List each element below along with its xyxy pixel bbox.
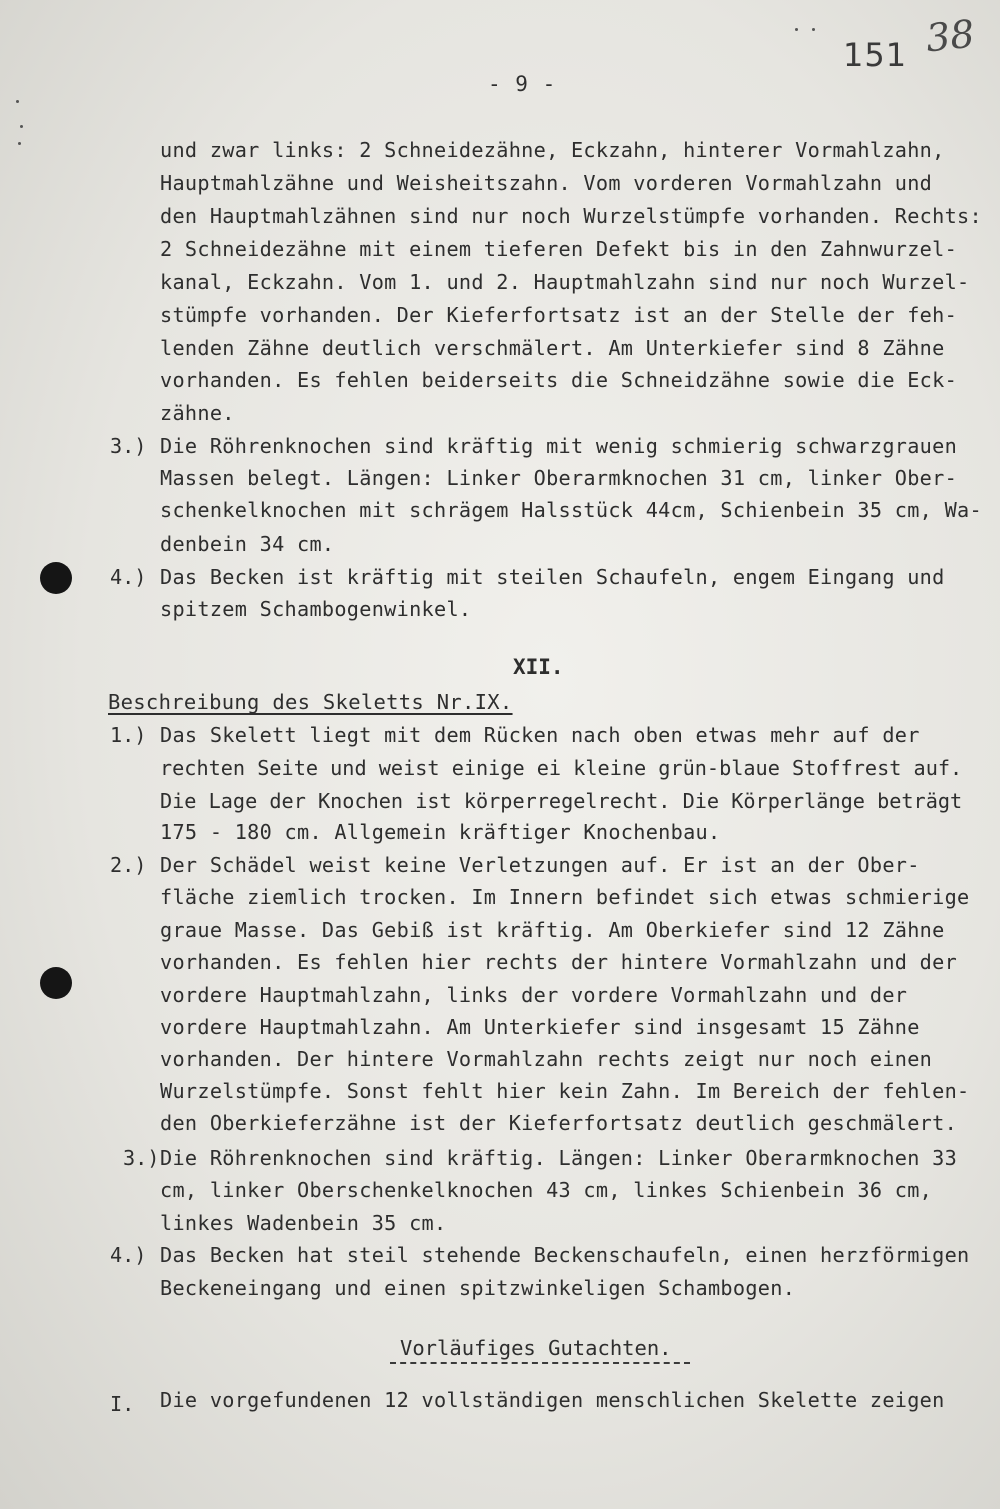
item-number: I.	[110, 1392, 135, 1416]
text-line: spitzem Schambogenwinkel.	[160, 597, 472, 621]
text-line: schenkelknochen mit schrägem Halsstück 44cm, Schienbein 35 cm, Wa-	[160, 498, 982, 522]
text-line: cm, linker Oberschenkelknochen 43 cm, linkes Schienbein 36 cm,	[160, 1178, 933, 1202]
paper-speck	[795, 28, 798, 31]
text-line: Der Schädel weist keine Verletzungen auf. Er ist an der Ober-	[160, 853, 920, 877]
text-line: Hauptmahlzähne und Weisheitszahn. Vom vorderen Vormahlzahn und	[160, 171, 933, 195]
folio-handwritten: 38	[923, 11, 977, 61]
text-line: vordere Hauptmahlzahn, links der vordere Vormahlzahn und der	[160, 983, 908, 1007]
text-line: vordere Hauptmahlzahn. Am Unterkiefer sind insgesamt 15 Zähne	[160, 1015, 920, 1039]
page-number: - 9 -	[488, 72, 557, 96]
item-number: 3.)	[110, 434, 147, 458]
paper-speck	[812, 28, 815, 31]
item-number: 1.)	[110, 723, 147, 747]
text-line: Die Röhrenknochen sind kräftig. Längen: Linker Oberarmknochen 33	[160, 1146, 958, 1170]
text-line: Beckeneingang und einen spitzwinkeligen Schambogen.	[160, 1276, 796, 1300]
text-line: Das Becken hat steil stehende Beckenschaufeln, einen herzförmigen	[160, 1243, 970, 1267]
item-number: 3.)	[123, 1146, 160, 1170]
text-line: vorhanden. Es fehlen hier rechts der hintere Vormahlzahn und der	[160, 950, 958, 974]
heading-rule	[390, 1362, 690, 1364]
text-line: denbein 34 cm.	[160, 532, 335, 556]
text-line: vorhanden. Es fehlen beiderseits die Schneidzähne sowie die Eck-	[160, 368, 958, 392]
text-line: Das Skelett liegt mit dem Rücken nach oben etwas mehr auf der	[160, 723, 920, 747]
text-line: vorhanden. Der hintere Vormahlzahn rechts zeigt nur noch einen	[160, 1047, 933, 1071]
item-number: 4.)	[110, 565, 147, 589]
folio-stamp: 151	[843, 36, 908, 74]
conclusion-heading: Vorläufiges Gutachten.	[400, 1336, 672, 1360]
item-number: 2.)	[110, 853, 147, 877]
section-title: Beschreibung des Skeletts Nr.IX.	[108, 690, 513, 714]
text-line: 2 Schneidezähne mit einem tieferen Defekt bis in den Zahnwurzel-	[160, 237, 958, 261]
text-line: Die Lage der Knochen ist körperregelrecht. Die Körperlänge beträgt	[160, 789, 963, 813]
text-line: den Oberkieferzähne ist der Kieferfortsatz deutlich geschmälert.	[160, 1111, 958, 1135]
text-line: fläche ziemlich trocken. Im Innern befindet sich etwas schmierige	[160, 885, 970, 909]
text-line: Die vorgefundenen 12 vollständigen menschlichen Skelette zeigen	[160, 1388, 945, 1412]
text-line: kanal, Eckzahn. Vom 1. und 2. Hauptmahlzahn sind nur noch Wurzel-	[160, 270, 970, 294]
punch-hole-bottom	[40, 967, 72, 999]
text-line: Die Röhrenknochen sind kräftig mit wenig schmierig schwarzgrauen	[160, 434, 958, 458]
text-line: Wurzelstümpfe. Sonst fehlt hier kein Zahn. Im Bereich der fehlen-	[160, 1079, 970, 1103]
text-line: lenden Zähne deutlich verschmälert. Am Unterkiefer sind 8 Zähne	[160, 336, 945, 360]
paper-speck	[20, 125, 23, 128]
text-line: und zwar links: 2 Schneidezähne, Eckzahn, hinterer Vormahlzahn,	[160, 138, 945, 162]
text-line: 175 - 180 cm. Allgemein kräftiger Knochenbau.	[160, 820, 721, 844]
item-number: 4.)	[110, 1243, 147, 1267]
text-line: stümpfe vorhanden. Der Kieferfortsatz ist an der Stelle der feh-	[160, 303, 958, 327]
paper-speck	[18, 142, 21, 145]
text-line: graue Masse. Das Gebiß ist kräftig. Am Oberkiefer sind 12 Zähne	[160, 918, 945, 942]
punch-hole-top	[40, 562, 72, 594]
text-line: linkes Wadenbein 35 cm.	[160, 1211, 447, 1235]
text-line: den Hauptmahlzähnen sind nur noch Wurzelstümpfe vorhanden. Rechts:	[160, 204, 982, 228]
section-roman-numeral: XII.	[513, 655, 564, 679]
text-line: rechten Seite und weist einige ei kleine grün-blaue Stoffrest auf.	[160, 756, 963, 780]
text-line: Massen belegt. Längen: Linker Oberarmknochen 31 cm, linker Ober-	[160, 466, 958, 490]
text-line: Das Becken ist kräftig mit steilen Schaufeln, engem Eingang und	[160, 565, 945, 589]
text-line: zähne.	[160, 401, 235, 425]
paper-speck	[16, 100, 19, 103]
